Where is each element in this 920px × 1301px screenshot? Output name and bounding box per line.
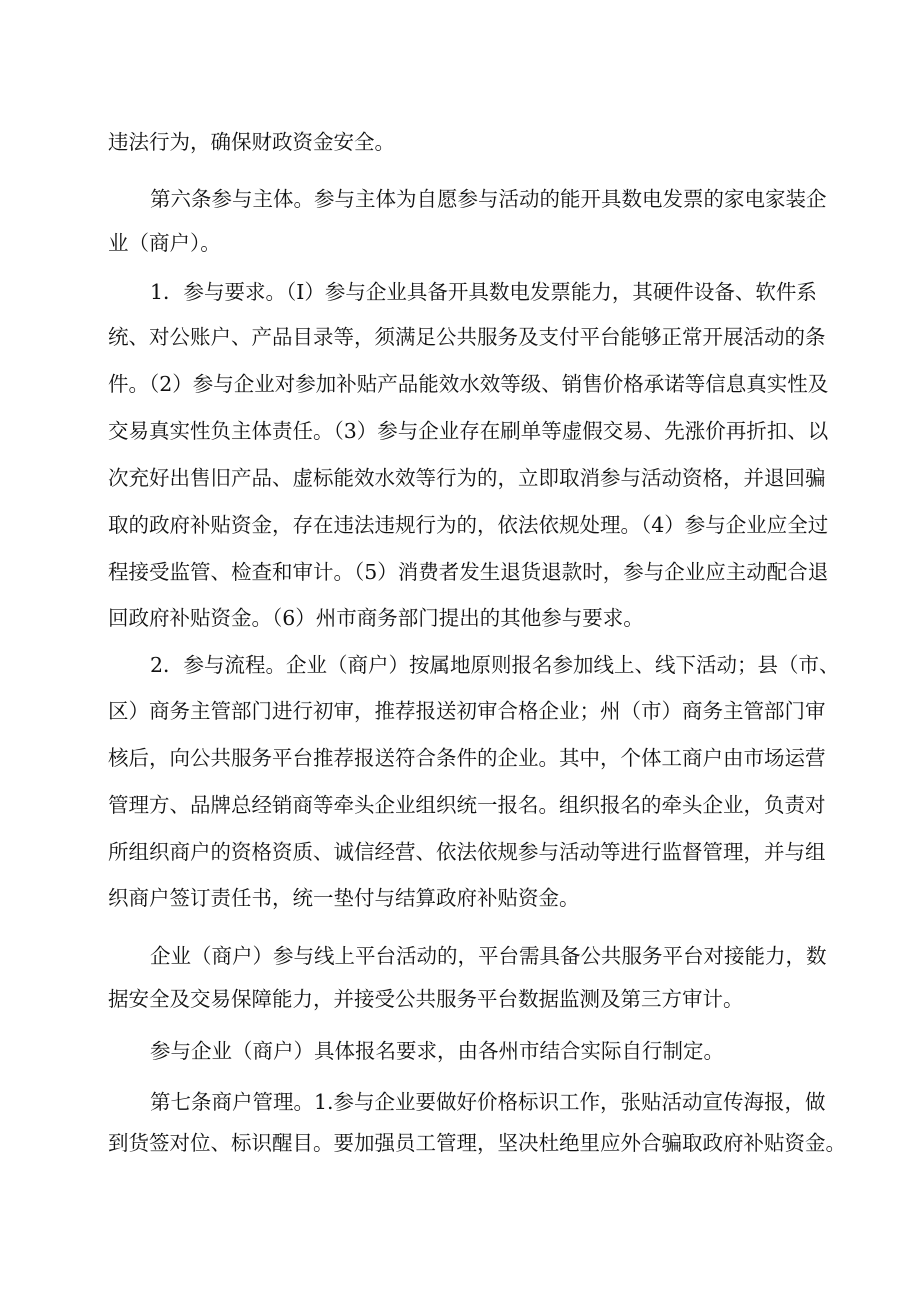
text-line-18: 企业（商户）参与线上平台活动的，平台需具备公共服务平台对接能力，数 <box>150 944 827 968</box>
text-line-4: 1．参与要求。（I）参与企业具备开具数电发票能力，其硬件设备、软件系 <box>150 280 817 304</box>
text-line-1: 违法行为，确保财政资金安全。 <box>108 130 395 154</box>
text-line-9: 取的政府补贴资金，存在违法违规行为的，依法依规处理。（4）参与企业应全过 <box>108 513 829 537</box>
text-line-7: 交易真实性负主体责任。（3）参与企业存在刷单等虚假交易、先涨价再折扣、以 <box>108 419 829 443</box>
text-line-3: 业（商户）。 <box>108 231 221 255</box>
text-line-8: 次充好出售旧产品、虚标能效水效等行为的，立即取消参与活动资格，并退回骗 <box>108 466 826 490</box>
text-line-6: 件。（2）参与企业对参加补贴产品能效水效等级、销售价格承诺等信息真实性及 <box>108 372 829 396</box>
text-line-16: 所组织商户的资格资质、诚信经营、依法依规参与活动等进行监督管理，并与组 <box>108 840 826 864</box>
text-line-5: 统、对公账户、产品目录等，须满足公共服务及支付平台能够正常开展活动的条 <box>108 325 826 349</box>
text-line-14: 核后，向公共服务平台推荐报送符合条件的企业。其中，个体工商户由市场运营 <box>108 746 826 770</box>
text-line-20: 参与企业（商户）具体报名要求，由各州市结合实际自行制定。 <box>150 1039 724 1063</box>
text-line-11: 回政府补贴资金。（6）州市商务部门提出的其他参与要求。 <box>108 606 644 630</box>
text-line-21: 第七条商户管理。1.参与企业要做好价格标识工作，张贴活动宣传海报，做 <box>150 1090 826 1114</box>
text-line-12: 2．参与流程。企业（商户）按属地原则报名参加线上、线下活动；县（市、 <box>150 653 840 677</box>
text-line-10: 程接受监管、检查和审计。（5）消费者发生退货退款时，参与企业应主动配合退 <box>108 560 829 584</box>
text-line-15: 管理方、品牌总经销商等牵头企业组织统一报名。组织报名的牵头企业，负责对 <box>108 793 826 817</box>
text-line-22: 到货签对位、标识醒目。要加强员工管理，坚决杜绝里应外合骗取政府补贴资金。 <box>108 1131 846 1155</box>
text-line-2: 第六条参与主体。参与主体为自愿参与活动的能开具数电发票的家电家装企 <box>150 187 827 211</box>
text-line-17: 织商户签订责任书，统一垫付与结算政府补贴资金。 <box>108 886 580 910</box>
text-line-19: 据安全及交易保障能力，并接受公共服务平台数据监测及第三方审计。 <box>108 987 744 1011</box>
text-line-13: 区）商务主管部门进行初审，推荐报送初审合格企业；州（市）商务主管部门审 <box>108 699 826 723</box>
